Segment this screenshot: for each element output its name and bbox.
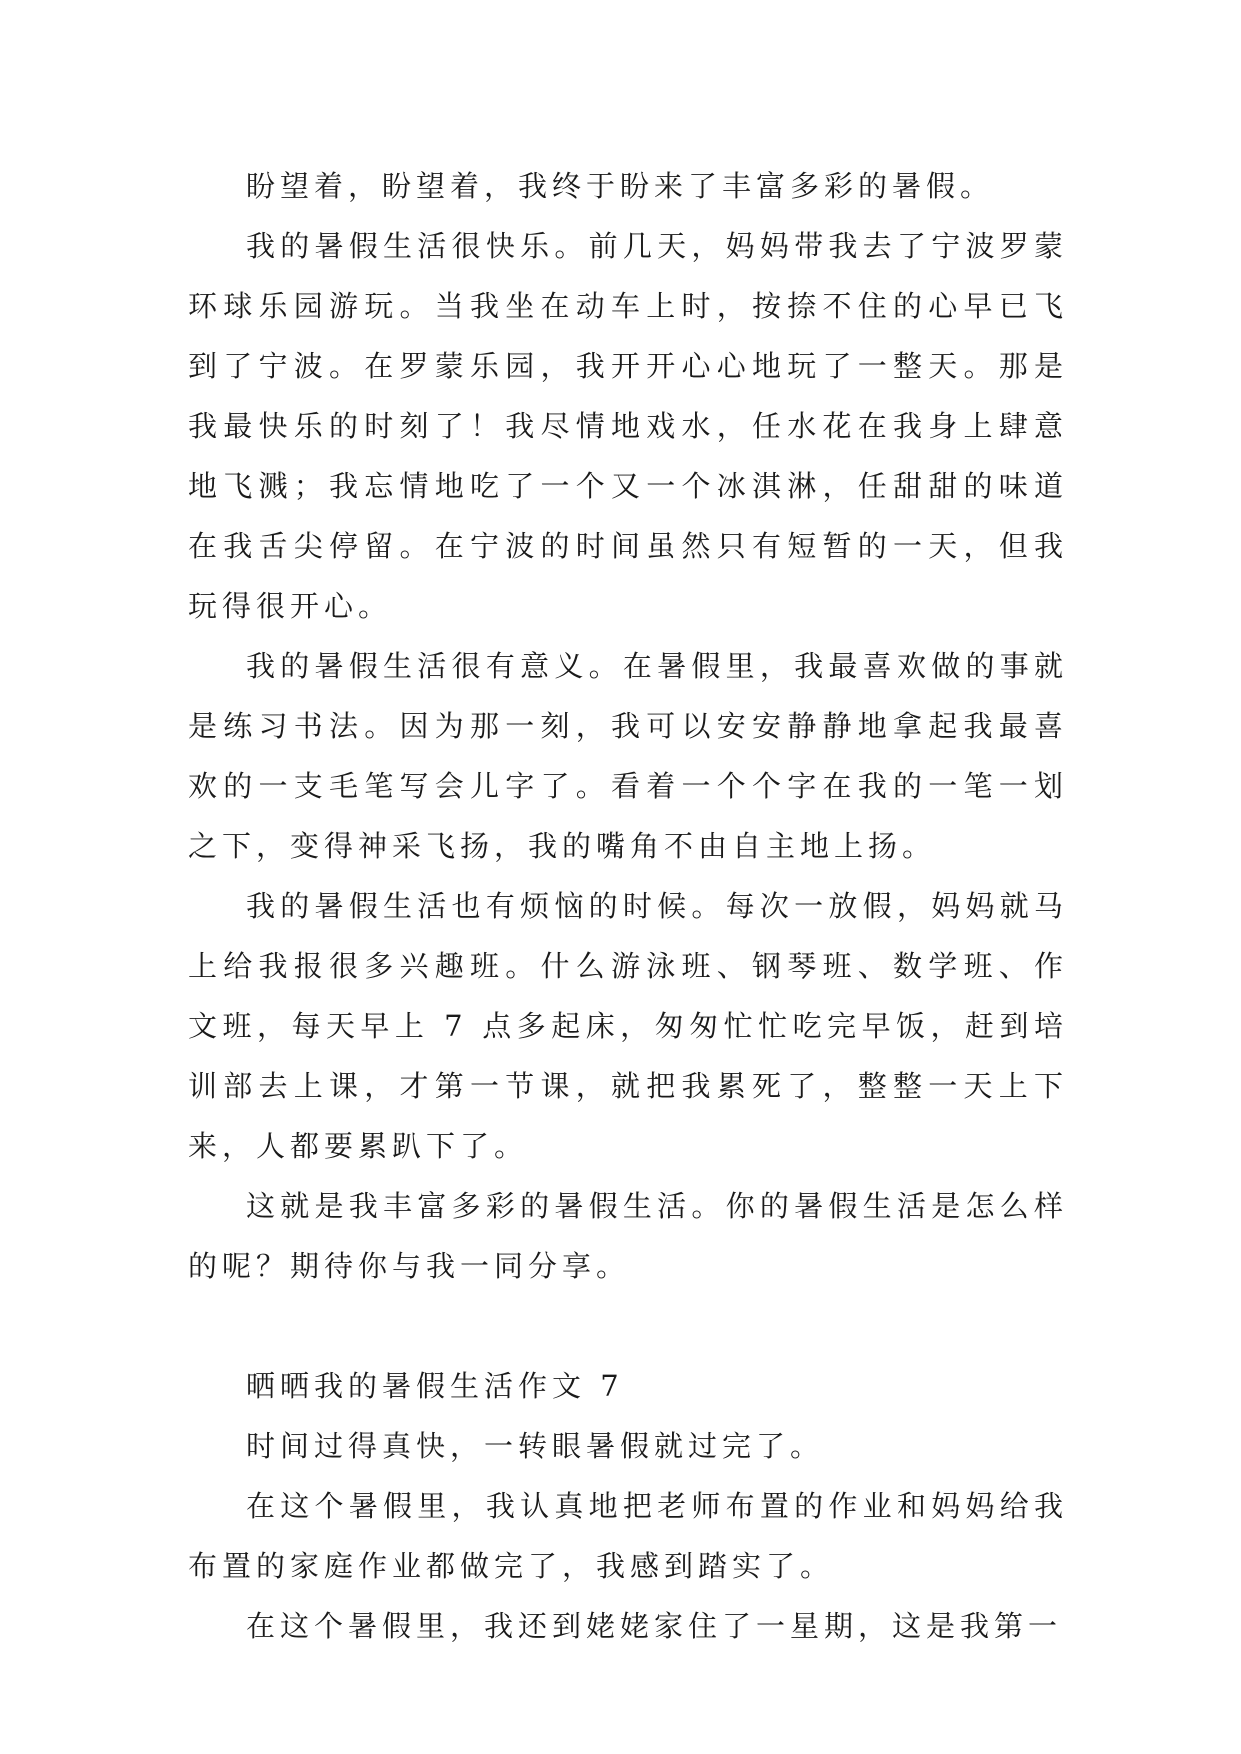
paragraph: 在这个暑假里，我认真地把老师布置的作业和妈妈给我布置的家庭作业都做完了，我感到踏实了。: [188, 1489, 1068, 1583]
section-gap: [188, 1296, 1068, 1356]
document-body: [188, 156, 1068, 1656]
paragraph: 这就是我丰富多彩的暑假生活。你的暑假生活是怎么样的呢？期待你与我一同分享。: [188, 1189, 1068, 1283]
paragraph: 时间过得真快，一转眼暑假就过完了。: [246, 1429, 825, 1463]
paragraph: 我的暑假生活很有意义。在暑假里，我最喜欢做的事就是练习书法。因为那一刻，我可以安安静静地拿起我最喜欢的一支毛笔写会儿字了。看着一个个字在我的一笔一划之下，变得神采飞扬，我的嘴角不由自主地上扬。: [188, 649, 1068, 863]
section-title: 晒晒我的暑假生活作文 7: [246, 1369, 624, 1403]
paragraph: 盼望着，盼望着，我终于盼来了丰富多彩的暑假。: [246, 169, 995, 203]
paragraph: 在这个暑假里，我还到姥姥家住了一星期，这是我第一: [246, 1609, 1063, 1643]
paragraph: 我的暑假生活也有烦恼的时候。每次一放假，妈妈就马上给我报很多兴趣班。什么游泳班、钢琴班、数学班、作文班，每天早上 7 点多起床，匆匆忙忙吃完早饭，赶到培训部去上课，才第一节课，就把我累死了，整整一天上下来，人都要累趴下了。: [188, 889, 1068, 1163]
paragraph: 我的暑假生活很快乐。前几天，妈妈带我去了宁波罗蒙环球乐园游玩。当我坐在动车上时，按捺不住的心早已飞到了宁波。在罗蒙乐园，我开开心心地玩了一整天。那是我最快乐的时刻了！我尽情地戏水，任水花在我身上肆意地飞溅；我忘情地吃了一个又一个冰淇淋，任甜甜的味道在我舌尖停留。在宁波的时间虽然只有短暂的一天，但我玩得很开心。: [188, 229, 1068, 623]
